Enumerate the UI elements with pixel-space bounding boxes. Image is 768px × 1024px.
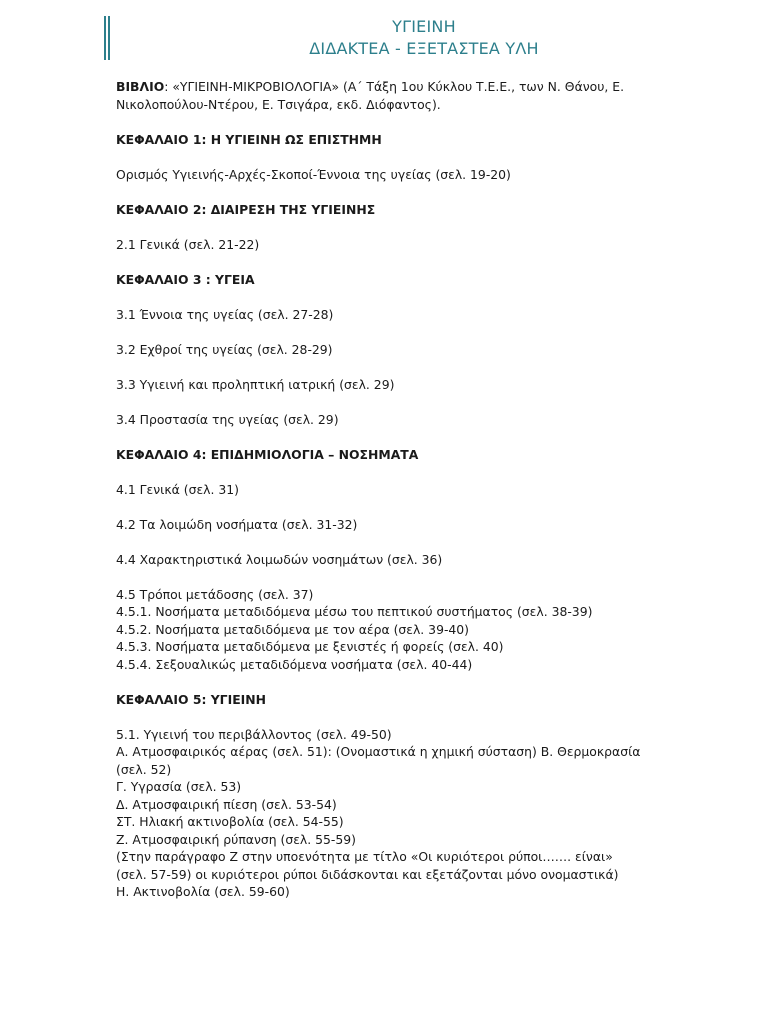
chapter-3-heading: ΚΕΦΑΛΑΙΟ 3 : ΥΓΕΙΑ [116,271,255,287]
chapter-5-item: (Στην παράγραφο Ζ στην υποενότητα με τίτλο «Οι κυριότεροι ρύποι……. είναι» (σελ. 57-59) οι κυριότεροι ρύποι διδάσκονται και εξετάζονται μόνο ονομαστικά) [116,849,619,882]
chapter-4-item: 4.5.2. Νοσήματα μεταδιδόμενα με τον αέρα (σελ. 39-40) [116,621,470,637]
chapter-4-item: 4.2 Τα λοιμώδη νοσήματα (σελ. 31-32) [116,516,358,532]
book-text: : «ΥΓΙΕΙΝΗ-ΜΙΚΡΟΒΙΟΛΟΓΙΑ» (Α΄ Τάξη 1ου Κύκλου Τ.Ε.Ε., των Ν. Θάνου, Ε. Νικολοπούλου-Ντέρου, Ε. Τσιγάρα, εκδ. Διόφαντος). [116,79,625,112]
chapter-4-heading: ΚΕΦΑΛΑΙΟ 4: ΕΠΙΔΗΜΙΟΛΟΓΙΑ – ΝΟΣΗΜΑΤΑ [116,446,419,462]
book-reference [116,78,646,113]
chapter-3-item: 3.2 Εχθροί της υγείας (σελ. 28-29) [116,341,333,357]
chapter-4-item: 4.5.4. Σεξουαλικώς μεταδιδόμενα νοσήματα (σελ. 40-44) [116,656,473,672]
chapter-5-item: Η. Ακτινοβολία (σελ. 59-60) [116,884,290,899]
chapter-5-heading: ΚΕΦΑΛΑΙΟ 5: ΥΓΙΕΙΝΗ [116,691,267,707]
chapter-4-item: 4.4 Χαρακτηριστικά λοιμωδών νοσημάτων (σελ. 36) [116,551,443,567]
book-label: ΒΙΒΛΙΟ [116,79,165,94]
chapter-2-heading: ΚΕΦΑΛΑΙΟ 2: ΔΙΑΙΡΕΣΗ ΤΗΣ ΥΓΙΕΙΝΗΣ [116,201,376,217]
chapter-1-item: Ορισμός Υγιεινής-Αρχές-Σκοποί-Έννοια της υγείας (σελ. 19-20) [116,166,511,182]
chapter-3-item: 3.4 Προστασία της υγείας (σελ. 29) [116,411,339,427]
chapter-4-item: 4.5.3. Νοσήματα μεταδιδόμενα με ξενιστές ή φορείς (σελ. 40) [116,639,504,654]
chapter-1-heading: ΚΕΦΑΛΑΙΟ 1: Η ΥΓΙΕΙΝΗ ΩΣ ΕΠΙΣΤΗΜΗ [116,131,382,147]
chapter-5-item: 5.1. Υγιεινή του περιβάλλοντος (σελ. 49-50) [116,726,392,742]
chapter-4-item: 4.5.1. Νοσήματα μεταδιδόμενα μέσω του πεπτικού συστήματος (σελ. 38-39) [116,604,593,619]
chapter-5-item: Γ. Υγρασία (σελ. 53) [116,779,242,794]
chapter-4-item: 4.1 Γενικά (σελ. 31) [116,481,239,497]
chapter-4-item: 4.5 Τρόποι μετάδοσης (σελ. 37) [116,586,314,602]
chapter-3-item: 3.3 Υγιεινή και προληπτική ιατρική (σελ. 29) [116,376,395,392]
page-title: ΥΓΙΕΙΝΗ [392,17,456,36]
document-body [116,78,646,901]
page-subtitle: ΔΙΔΑΚΤΕΑ - ΕΞΕΤΑΣΤΕΑ ΥΛΗ [309,39,539,58]
chapter-5-item: Ζ. Ατμοσφαιρική ρύπανση (σελ. 55-59) [116,831,356,847]
chapter-2-item: 2.1 Γενικά (σελ. 21-22) [116,236,260,252]
chapter-5-item: Α. Ατμοσφαιρικός αέρας (σελ. 51): (Ονομαστικά η χημική σύσταση) Β. Θερμοκρασία (σελ. 52) [116,744,641,777]
chapter-5-item: ΣΤ. Ηλιακή ακτινοβολία (σελ. 54-55) [116,814,344,829]
header-accent-bar-left [104,16,106,60]
chapter-5-item: Δ. Ατμοσφαιρική πίεση (σελ. 53-54) [116,796,337,812]
header-accent-bar-right [108,16,110,60]
chapter-3-item: 3.1 Έννοια της υγείας (σελ. 27-28) [116,306,334,322]
page-header [120,16,728,60]
